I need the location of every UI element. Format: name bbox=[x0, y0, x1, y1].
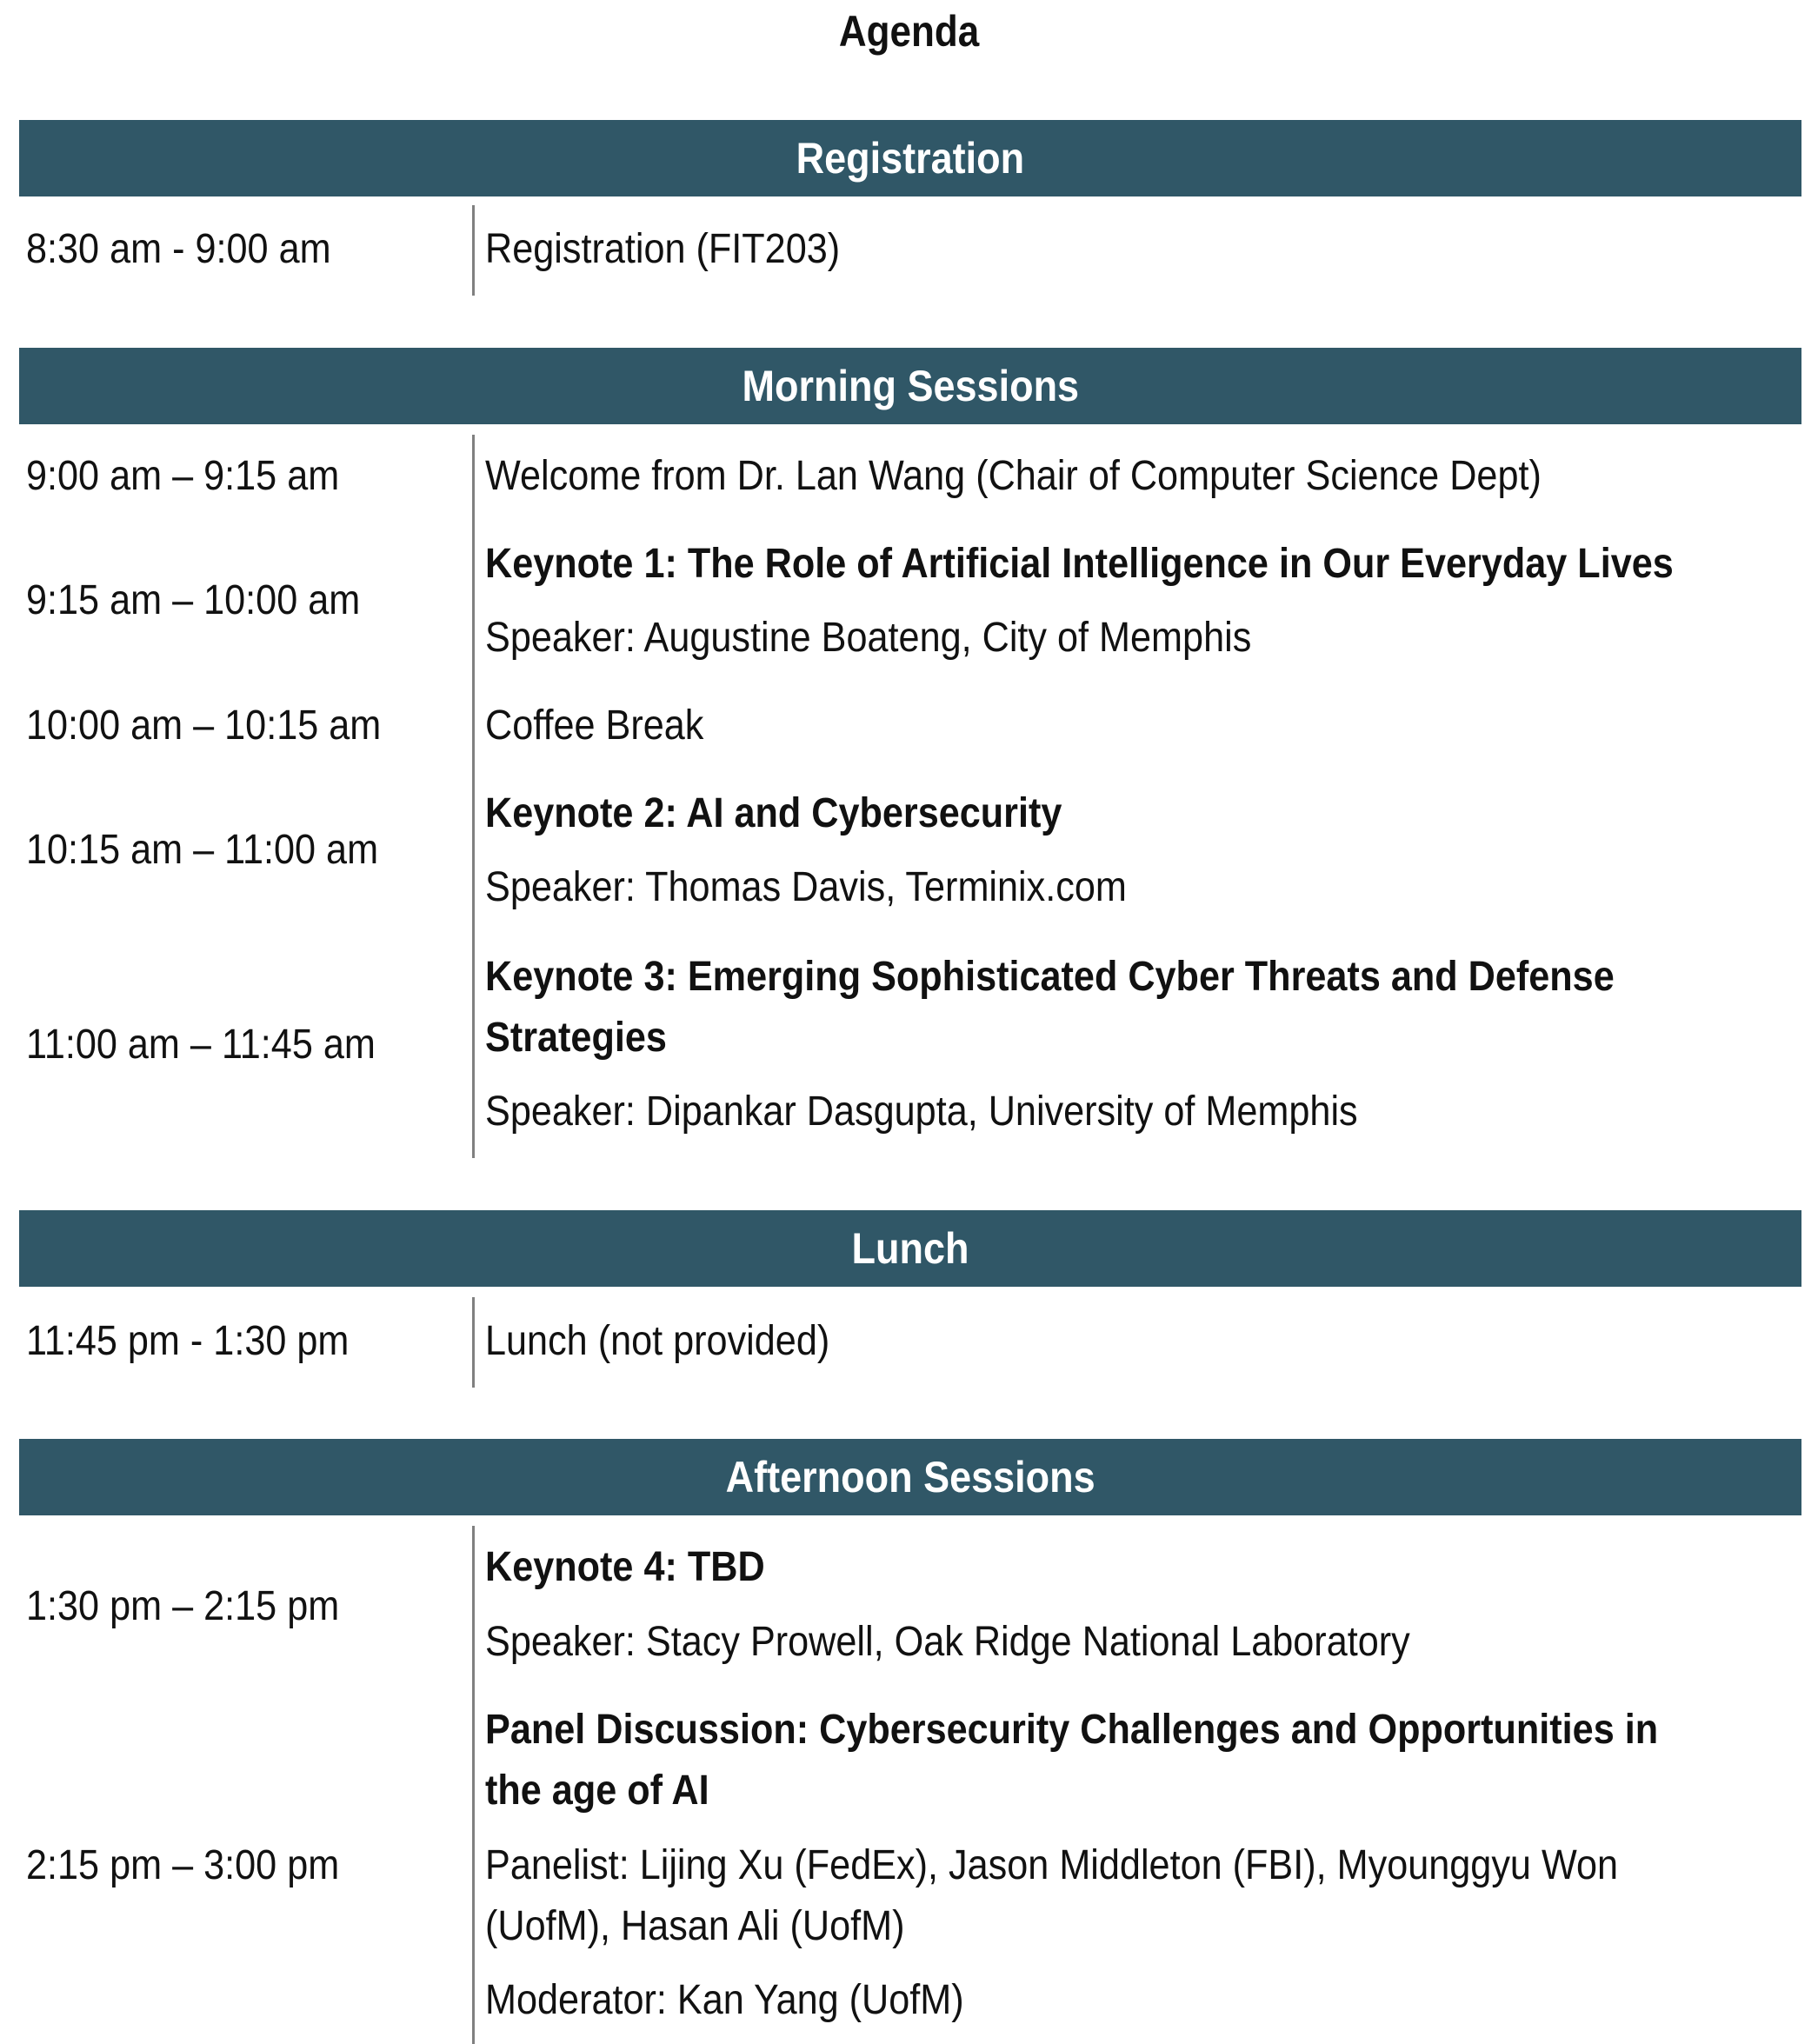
session-speaker: Speaker: Stacy Prowell, Oak Ridge National Laboratory bbox=[485, 1619, 1410, 1665]
session-time: 11:00 am – 11:45 am bbox=[26, 1022, 376, 1068]
session-moderator: Moderator: Kan Yang (UofM) bbox=[485, 1977, 964, 2023]
session-panelists: Panelist: Lijing Xu (FedEx), Jason Middleton (FBI), Myounggyu Won bbox=[485, 1842, 1619, 1888]
session-time: 9:00 am – 9:15 am bbox=[26, 453, 340, 499]
session-time: 1:30 pm – 2:15 pm bbox=[26, 1583, 340, 1629]
session-speaker: Speaker: Dipankar Dasgupta, University of Memphis bbox=[485, 1089, 1358, 1135]
session-time: 11:45 pm - 1:30 pm bbox=[26, 1318, 350, 1364]
section-heading-morning-sessions: Morning Sessions bbox=[19, 348, 1801, 424]
column-divider bbox=[472, 1526, 475, 2044]
section-heading-afternoon-sessions: Afternoon Sessions bbox=[19, 1439, 1801, 1515]
column-divider bbox=[472, 435, 475, 1158]
session-time: 8:30 am - 9:00 am bbox=[26, 226, 331, 272]
session-time: 2:15 pm – 3:00 pm bbox=[26, 1842, 340, 1888]
session-title: Keynote 4: TBD bbox=[485, 1544, 765, 1590]
session-title: Keynote 1: The Role of Artificial Intelligence in Our Everyday Lives bbox=[485, 541, 1674, 587]
session-title: Strategies bbox=[485, 1015, 667, 1061]
session-text: Coffee Break bbox=[485, 702, 704, 749]
session-text: Lunch (not provided) bbox=[485, 1318, 830, 1364]
session-title: Keynote 3: Emerging Sophisticated Cyber Threats and Defense bbox=[485, 954, 1615, 1000]
session-text: Registration (FIT203) bbox=[485, 226, 841, 272]
section-heading-registration: Registration bbox=[19, 120, 1801, 196]
session-time: 10:15 am – 11:00 am bbox=[26, 827, 379, 873]
session-panelists: (UofM), Hasan Ali (UofM) bbox=[485, 1903, 905, 1949]
session-title: Keynote 2: AI and Cybersecurity bbox=[485, 790, 1062, 836]
column-divider bbox=[472, 1297, 475, 1388]
session-speaker: Speaker: Augustine Boateng, City of Memphis bbox=[485, 615, 1252, 661]
page-title: Agenda bbox=[838, 7, 980, 56]
session-time: 9:15 am – 10:00 am bbox=[26, 577, 361, 623]
session-title: Panel Discussion: Cybersecurity Challenges and Opportunities in bbox=[485, 1707, 1659, 1753]
section-heading-lunch: Lunch bbox=[19, 1210, 1801, 1287]
session-title: the age of AI bbox=[485, 1768, 709, 1814]
column-divider bbox=[472, 205, 475, 296]
session-speaker: Speaker: Thomas Davis, Terminix.com bbox=[485, 864, 1127, 910]
session-text: Welcome from Dr. Lan Wang (Chair of Computer Science Dept) bbox=[485, 453, 1542, 499]
session-time: 10:00 am – 10:15 am bbox=[26, 702, 382, 749]
